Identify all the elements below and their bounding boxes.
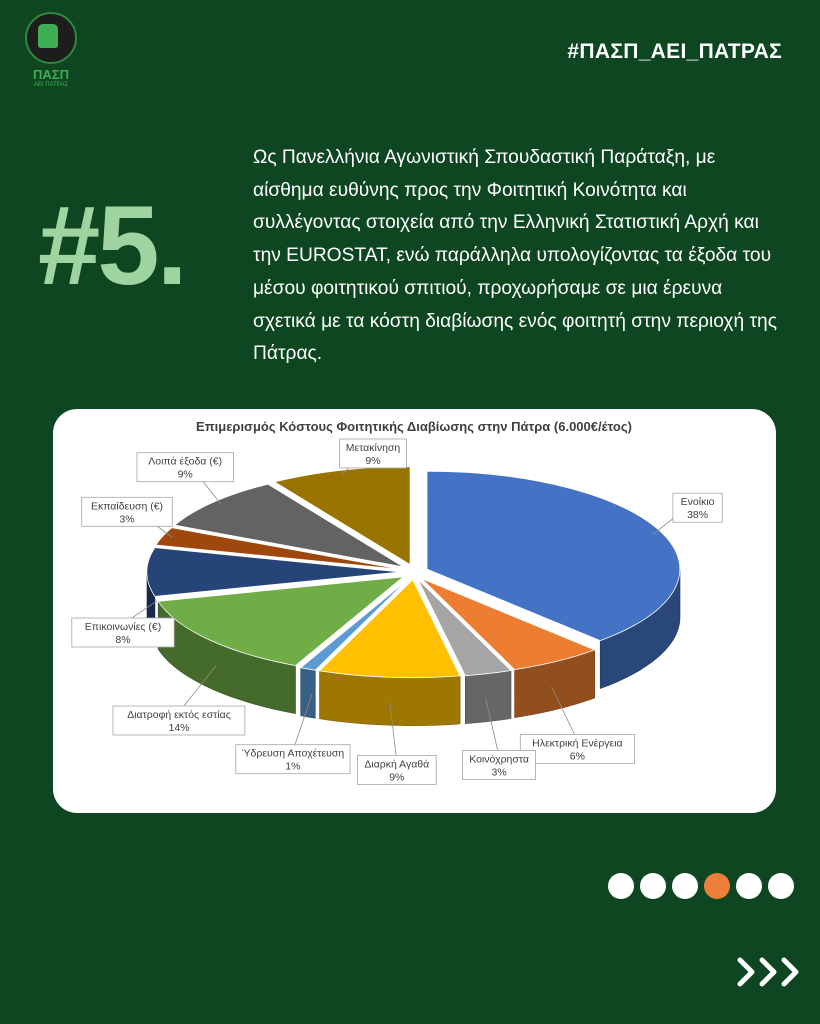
pagination-dot[interactable] [608,873,634,899]
pie-slice-label: Κοινόχρηστα [469,753,529,766]
pie-slice-label: Μετακίνηση [345,442,401,454]
slide-number: #5. [38,183,185,308]
logo [22,12,80,90]
pagination-dot[interactable] [640,873,666,899]
pie-slice-label: Διατροφή εκτός εστίας [127,709,231,721]
pie-slice-label: Ηλεκτρική Ενέργεια [532,737,623,750]
pie-slice-label: Επικοινωνίες (€) [84,621,162,633]
pie-slice-side [320,671,461,726]
raised-fist-icon [38,24,58,48]
pie-slice-value: 6% [569,750,585,763]
pie-slice-value: 9% [177,468,193,481]
pagination-dot[interactable] [768,873,794,899]
logo-subtitle: ΑΕΙ ΠΑΤΡΑΣ [33,82,69,88]
pie-slice-value: 9% [389,771,405,784]
pagination-dot[interactable] [704,873,730,899]
pie-slice-value: 38% [687,509,709,522]
pie-slice-value: 8% [115,634,131,646]
pie-slice-label: Λοιπά έξοδα (€) [148,455,223,468]
pagination-dot[interactable] [672,873,698,899]
triple-chevron-right-icon[interactable] [736,952,808,992]
pie-slice-side [465,671,511,724]
pie-slice-value: 14% [168,722,190,734]
pie-slice-label: Ενοίκιο [680,496,715,509]
pagination-dots [608,873,794,901]
pie-slice-label: Ύδρευση Αποχέτευση [241,747,345,760]
pie-slice-value: 1% [285,760,301,773]
pie-slice-value: 3% [491,766,507,779]
pie-slice-label: Εκπαίδευση (€) [90,500,164,513]
chart-card [53,409,776,813]
hashtag: #ΠΑΣΠ_ΑΕΙ_ΠΑΤΡΑΣ [567,40,782,63]
pie-slice-value: 9% [365,455,381,467]
pie-chart [53,409,776,813]
pie-slice-value: 3% [119,513,135,526]
pagination-dot[interactable] [736,873,762,899]
pie-slice-label: Διαρκή Αγαθά [364,758,430,771]
logo-name: ΠΑΣΠ [33,67,69,82]
chart-title: Επιμερισμός Κόστους Φοιτητικής Διαβίωσης στην Πάτρα (6.000€/έτος) [196,419,632,434]
intro-paragraph: Ως Πανελλήνια Αγωνιστική Σπουδαστική Παράταξη, με αίσθημα ευθύνης προς την Φοιτητική Κοινότητα και συλλέγοντας στοιχεία από την Ελληνική Στατιστική Αρχή και την EUROSTAT, ενώ παράλληλα υπολογίζοντας τα έξοδα του μέσου φοιτητικού σπιτιού, προχωρήσαμε σε μια έρευνα σχετικά με τα κόστη διαβίωσης ενός φοιτητή στην περιοχή της Πάτρας. [253,147,777,365]
pie-slice-side [301,668,316,719]
